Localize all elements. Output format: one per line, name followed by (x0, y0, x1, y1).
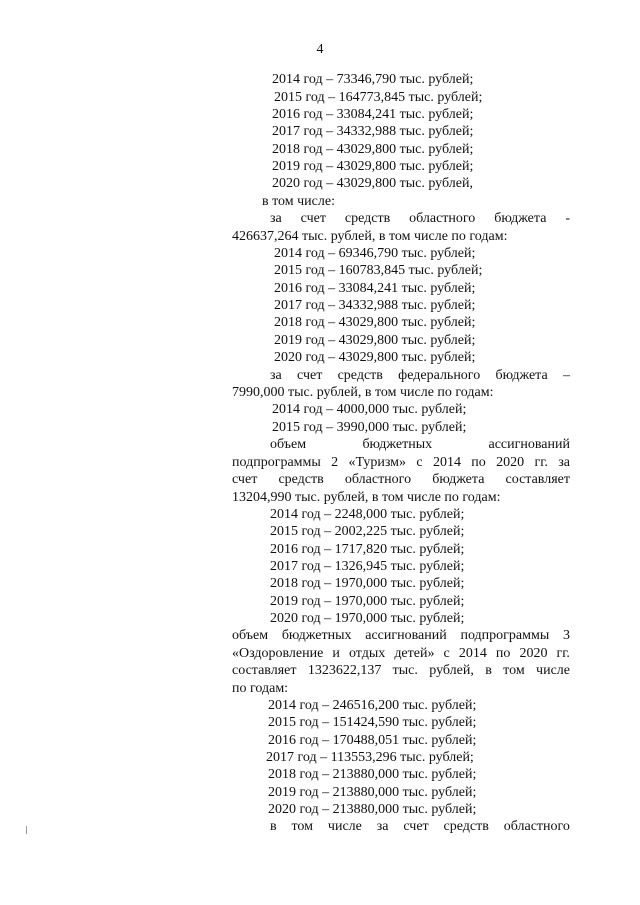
text-line: 2014 год – 73346,790 тыс. рублей; (272, 72, 474, 87)
text-line: 2019 год – 1970,000 тыс. рублей; (270, 594, 465, 609)
word: средств (337, 368, 383, 383)
text-line: 2015 год – 2002,225 тыс. рублей; (270, 524, 465, 539)
text-line: 2020 год – 43029,800 тыс. рублей, (272, 176, 473, 191)
text-line: 2019 год – 43029,800 тыс. рублей; (274, 333, 476, 348)
text-line: 2019 год – 43029,800 тыс. рублей; (272, 159, 474, 174)
text-line: 2017 год – 113553,296 тыс. рублей; (266, 750, 474, 765)
text-line: 2020 год – 43029,800 тыс. рублей; (274, 350, 476, 365)
text-line: 2016 год – 33084,241 тыс. рублей; (272, 107, 474, 122)
word: и (332, 646, 340, 661)
word: в (485, 663, 492, 678)
text-line: 2020 год – 213880,000 тыс. рублей; (268, 802, 477, 817)
text-line: 2016 год – 33084,241 тыс. рублей; (274, 281, 476, 296)
word: числе (327, 819, 362, 834)
text-line: 7990,000 тыс. рублей, в том числе по годам: (232, 385, 494, 400)
word: средств (278, 472, 324, 487)
text-line (270, 437, 570, 453)
word: за (270, 368, 282, 383)
text-line: 2015 год – 3990,000 тыс. рублей; (272, 420, 467, 435)
word: по (495, 646, 511, 661)
word: бюджетных (281, 628, 352, 643)
word: подпрограммы (232, 455, 321, 470)
word: средств (344, 211, 391, 226)
word: средств (443, 819, 489, 834)
word: подпрограммы (460, 628, 550, 643)
word: рублей, (429, 663, 474, 678)
word: том (503, 663, 525, 678)
page-number: 4 (316, 42, 324, 57)
word: за (376, 819, 389, 834)
text-line: 2018 год – 43029,800 тыс. рублей; (272, 142, 474, 157)
text-line: 2020 год – 1970,000 тыс. рублей; (270, 611, 465, 626)
word: детей» (394, 646, 435, 661)
margin-mark (26, 826, 27, 834)
word: областного (503, 819, 570, 834)
word: 1323622,137 (307, 663, 382, 678)
text-line (232, 646, 570, 662)
word: составляет (505, 472, 570, 487)
word: 2020 (519, 646, 548, 661)
text-line: в том числе: (262, 194, 335, 209)
word: - (565, 211, 570, 226)
text-line (270, 211, 570, 227)
text-line (232, 663, 570, 679)
word: бюджетных (362, 437, 433, 452)
text-line: 2015 год – 151424,590 тыс. рублей; (268, 715, 477, 730)
word: ассигнований (488, 437, 570, 452)
word: с (416, 455, 423, 470)
word: объем (270, 437, 307, 452)
word: 2014 (458, 646, 487, 661)
text-line: 2014 год – 69346,790 тыс. рублей; (274, 246, 476, 261)
word: счет (297, 368, 323, 383)
word: счет (232, 472, 258, 487)
word: «Туризм» (348, 455, 407, 470)
text-line: 2015 год – 160783,845 тыс. рублей; (274, 263, 483, 278)
word: гг. (556, 646, 570, 661)
word: за (558, 455, 570, 470)
word: областного (344, 472, 412, 487)
word: «Оздоровление (232, 646, 324, 661)
word: в (270, 819, 277, 834)
word: числе (536, 663, 570, 678)
text-line: по годам: (232, 681, 289, 696)
text-line: 2018 год – 1970,000 тыс. рублей; (270, 576, 465, 591)
text-line (232, 472, 570, 488)
word: счет (300, 211, 326, 226)
word: счет (403, 819, 429, 834)
text-line: 426637,264 тыс. рублей, в том числе по годам: (232, 229, 508, 244)
word: 2020 (496, 455, 525, 470)
word: 3 (562, 628, 570, 643)
text-line: 2018 год – 213880,000 тыс. рублей; (268, 767, 477, 782)
word: отдых (348, 646, 386, 661)
word: федерального (398, 368, 481, 383)
word: с (443, 646, 450, 661)
text-line: 2016 год – 170488,051 тыс. рублей; (268, 733, 477, 748)
word: бюджета (494, 211, 547, 226)
word: бюджета (432, 472, 485, 487)
text-line: 2017 год – 34332,988 тыс. рублей; (272, 124, 474, 139)
word: составляет (232, 663, 297, 678)
word: по (471, 455, 486, 470)
word: объем (232, 628, 269, 643)
text-line (232, 628, 570, 644)
word: 2014 (432, 455, 461, 470)
text-line (270, 819, 570, 835)
text-line: 2014 год – 4000,000 тыс. рублей; (272, 402, 467, 417)
text-line: 2016 год – 1717,820 тыс. рублей; (270, 542, 465, 557)
word: бюджета (495, 368, 548, 383)
word: 2 (331, 455, 339, 470)
word: том (291, 819, 314, 834)
text-line (232, 455, 570, 471)
word: – (562, 368, 570, 383)
word: гг. (534, 455, 548, 470)
text-line: 2019 год – 213880,000 тыс. рублей; (268, 785, 477, 800)
text-line: 2017 год – 34332,988 тыс. рублей; (274, 298, 476, 313)
text-line (270, 368, 570, 384)
text-line: 2018 год – 43029,800 тыс. рублей; (274, 315, 476, 330)
word: за (270, 211, 282, 226)
text-line: 2014 год – 2248,000 тыс. рублей; (270, 507, 465, 522)
text-line: 13204,990 тыс. рублей, в том числе по годам: (232, 490, 501, 505)
word: ассигнований (365, 628, 447, 643)
word: тыс. (392, 663, 418, 678)
word: областного (409, 211, 476, 226)
text-line: 2015 год – 164773,845 тыс. рублей; (274, 90, 483, 105)
text-line: 2017 год – 1326,945 тыс. рублей; (270, 559, 465, 574)
text-line: 2014 год – 246516,200 тыс. рублей; (268, 698, 477, 713)
